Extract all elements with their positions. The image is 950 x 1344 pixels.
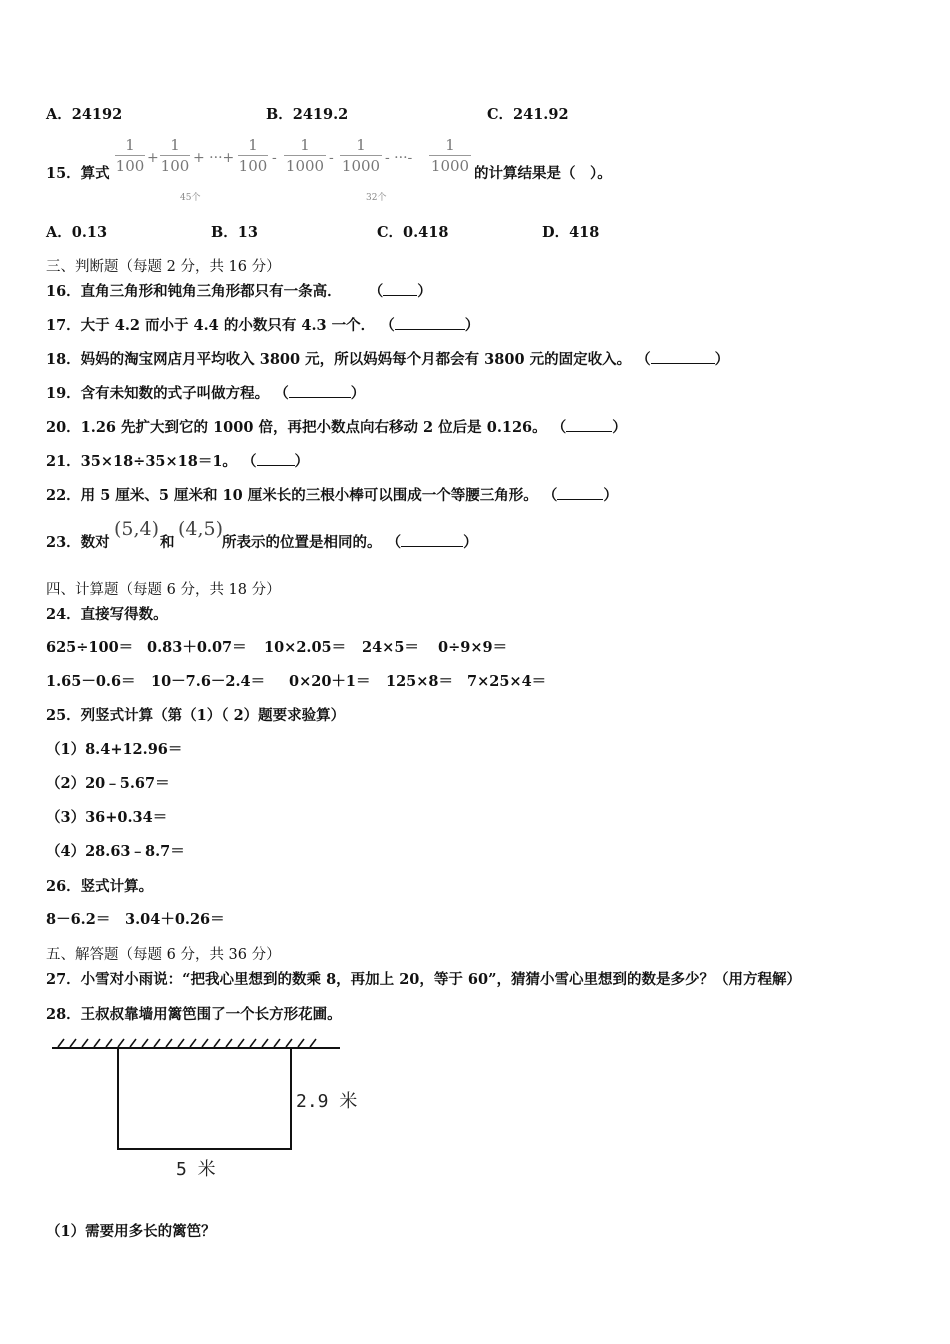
answer-blank[interactable] — [566, 419, 612, 432]
answer-blank[interactable] — [401, 534, 463, 547]
question-25: 25．列竖式计算（第（1）（ 2）题要求验算） — [46, 707, 346, 724]
fraction: 1 100 — [115, 136, 145, 175]
calc-item: 7×25×4＝ — [467, 673, 547, 690]
section-4-title: 四、计算题（每题 6 分，共 18 分） — [46, 582, 281, 598]
q25-item: （3）36+0.34＝ — [46, 809, 168, 826]
fraction: 1 100 — [238, 136, 268, 175]
question-27: 27．小雪对小雨说：“把我心里想到的数乘 8，再加上 20，等于 60”，猜猜小雪心里想到的数是多少？（用方程解） — [46, 971, 801, 988]
answer-blank[interactable] — [557, 487, 603, 500]
garden-figure — [48, 1033, 368, 1183]
answer-blank[interactable] — [651, 351, 715, 364]
q25-item: （1）8.4+12.96＝ — [46, 741, 183, 758]
calc-item: 0×20＋1＝ — [289, 673, 371, 690]
question-20: 20．1.26 先扩大到它的 1000 倍，再把小数点向右移动 2 位后是 0.126。 （ ） — [46, 419, 627, 436]
length-label: 5 米 — [176, 1159, 216, 1180]
answer-blank[interactable] — [395, 317, 465, 330]
wall-hatching — [58, 1039, 316, 1047]
calc-item: 0÷9×9＝ — [438, 639, 508, 656]
calc-item: 24×5＝ — [362, 639, 419, 656]
question-23-mid: 和 — [160, 534, 175, 551]
question-23-suffix: 所表示的位置是相同的。 （ ） — [222, 534, 478, 551]
calc-item: 10×2.05＝ — [264, 639, 347, 656]
fence-rectangle — [118, 1048, 291, 1149]
question-26: 26．竖式计算。 — [46, 878, 154, 895]
q15-label: 15．算式 — [46, 165, 110, 182]
fraction: 1 100 — [160, 136, 190, 175]
calc-item: 125×8＝ — [386, 673, 454, 690]
answer-blank[interactable] — [289, 385, 351, 398]
section-5-title: 五、解答题（每题 6 分，共 36 分） — [46, 947, 281, 963]
section-3-title: 三、判断题（每题 2 分，共 16 分） — [46, 259, 281, 275]
q14-option-b: B．2419.2 — [266, 106, 349, 123]
question-23-prefix: 23．数对 — [46, 534, 110, 551]
count-label: 45个 — [180, 193, 201, 203]
q15-suffix: 的计算结果是（ ）。 — [474, 165, 612, 182]
q14-option-c: C．241.92 — [487, 106, 569, 123]
answer-blank[interactable] — [383, 283, 417, 296]
q26-item: 3.04＋0.26＝ — [125, 911, 225, 928]
question-19: 19．含有未知数的式子叫做方程。 （ ） — [46, 385, 366, 402]
fraction: 1 1000 — [285, 136, 325, 175]
fraction: 1 1000 — [430, 136, 470, 175]
calc-item: 10－7.6－2.4＝ — [151, 673, 266, 690]
answer-blank[interactable] — [257, 453, 295, 466]
q28-subquestion-1: （1）需要用多长的篱笆？ — [46, 1223, 216, 1240]
q25-item: （2）20﹣5.67＝ — [46, 775, 170, 792]
question-28: 28．王叔叔靠墙用篱笆围了一个长方形花圃。 — [46, 1006, 342, 1023]
q25-item: （4）28.63﹣8.7＝ — [46, 843, 185, 860]
question-16: 16．直角三角形和钝角三角形都只有一条高． （ ） — [46, 283, 432, 300]
calc-item: 625÷100＝ — [46, 639, 134, 656]
q15-option-a: A．0.13 — [46, 224, 108, 241]
q15-option-c: C．0.418 — [377, 224, 449, 241]
calc-item: 1.65－0.6＝ — [46, 673, 136, 690]
fraction: 1 1000 — [341, 136, 381, 175]
question-24: 24．直接写得数。 — [46, 606, 168, 623]
question-21: 21．35×18÷35×18＝1。 （ ） — [46, 453, 309, 470]
q26-item: 8－6.2＝ — [46, 911, 111, 928]
question-17: 17．大于 4.2 而小于 4.4 的小数只有 4.3 一个． （ ） — [46, 317, 480, 334]
coordinate-pair: (4,5) — [178, 518, 224, 540]
width-label: 2.9 米 — [296, 1091, 358, 1112]
calc-item: 0.83＋0.07＝ — [147, 639, 247, 656]
count-label: 32个 — [366, 193, 387, 203]
q14-option-a: A．24192 — [46, 106, 123, 123]
question-22: 22．用 5 厘米、5 厘米和 10 厘米长的三根小棒可以围成一个等腰三角形。 （ ） — [46, 487, 618, 504]
q15-option-b: B．13 — [211, 224, 258, 241]
coordinate-pair: (5,4) — [114, 518, 160, 540]
q15-option-d: D．418 — [542, 224, 600, 241]
question-18: 18．妈妈的淘宝网店月平均收入 3800 元，所以妈妈每个月都会有 3800 元的固定收入。 （ ） — [46, 351, 730, 368]
